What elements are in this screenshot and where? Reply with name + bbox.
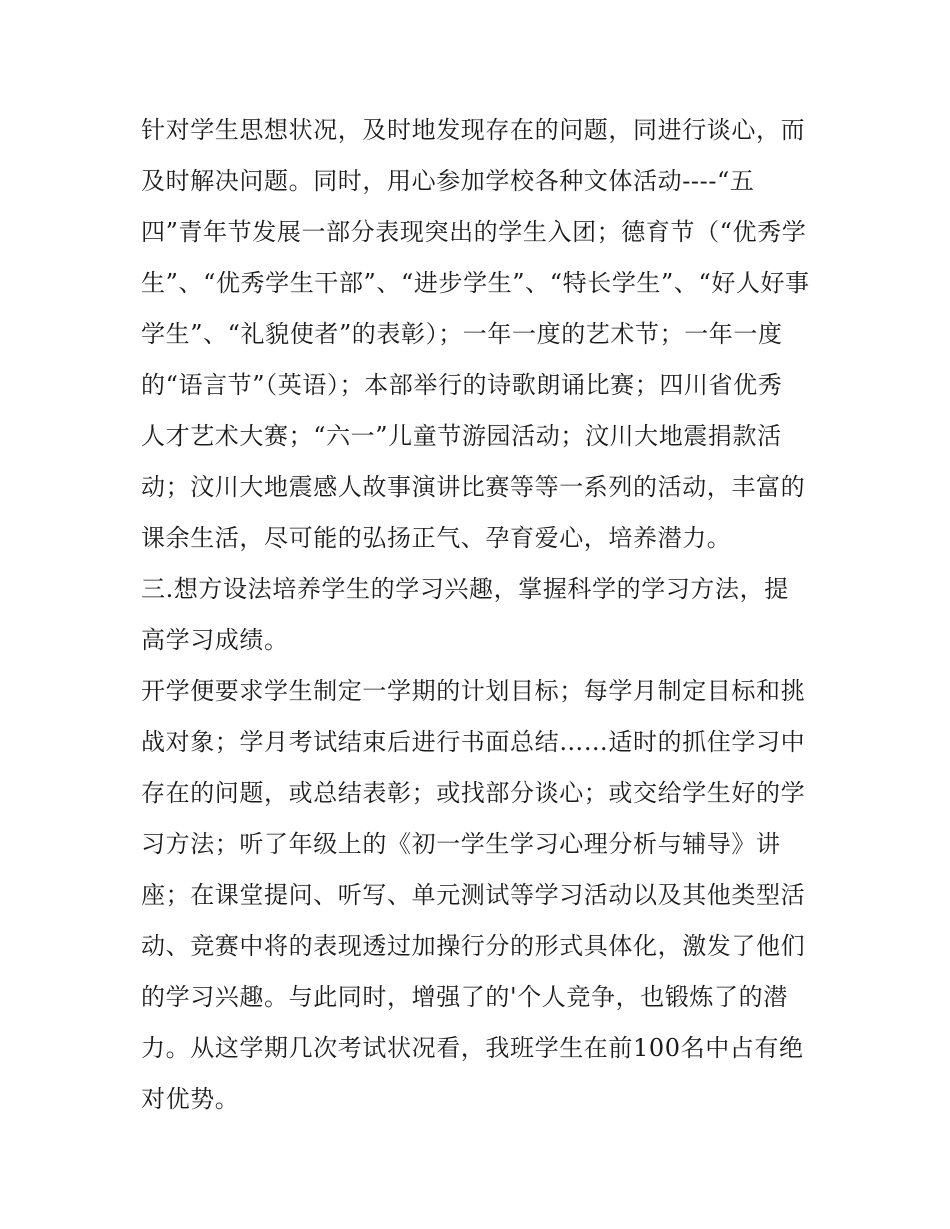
text-line: 的学习兴趣。与此同时，增强了的'个人竞争，也锻炼了的潜 bbox=[141, 983, 788, 1011]
text-line: 对优势。 bbox=[141, 1085, 240, 1113]
text-line: 存在的问题，或总结表彰；或找部分谈心；或交给学生好的学 bbox=[141, 779, 806, 807]
text-line: 四”青年节发展一部分表现突出的学生入团；德育节（“优秀学 bbox=[141, 218, 807, 246]
text-line: 课余生活，尽可能的弘扬正气、孕育爱心，培养潜力。 bbox=[141, 524, 732, 552]
text-line: 生”、“优秀学生干部”、“进步学生”、“特长学生”、“好人好事 bbox=[141, 269, 810, 297]
text-line: 学生”、“礼貌使者”的表彰）；一年一度的艺术节；一年一度 bbox=[141, 320, 783, 348]
text-line: 座；在课堂提问、听写、单元测试等学习活动以及其他类型活 bbox=[141, 881, 806, 909]
text-line: 开学便要求学生制定一学期的计划目标；每学月制定目标和挑 bbox=[141, 677, 806, 705]
text-line: 力。从这学期几次考试状况看，我班学生在前100名中占有绝 bbox=[141, 1034, 804, 1062]
text-line: 动；汶川大地震感人故事演讲比赛等等一系列的活动，丰富的 bbox=[141, 473, 806, 501]
text-line: 的“语言节”（英语）；本部举行的诗歌朗诵比赛；四川省优秀 bbox=[141, 371, 783, 399]
text-line: 习方法；听了年级上的《初一学生学习心理分析与辅导》讲 bbox=[141, 830, 781, 858]
text-line: 针对学生思想状况，及时地发现存在的问题，同进行谈心，而 bbox=[141, 116, 806, 144]
section-heading-line: 三.想方设法培养学生的学习兴趣，掌握科学的学习方法，提 bbox=[141, 575, 789, 603]
text-line: 战对象；学月考试结束后进行书面总结……适时的抓住学习中 bbox=[141, 728, 806, 756]
text-line: 及时解决问题。同时，用心参加学校各种文体活动----“五 bbox=[141, 167, 755, 195]
text-line: 动、竞赛中将的表现透过加操行分的形式具体化，激发了他们 bbox=[141, 932, 806, 960]
text-line: 人才艺术大赛；“六一”儿童节游园活动；汶川大地震捐款活 bbox=[141, 422, 782, 450]
section-heading-line: 高学习成绩。 bbox=[141, 626, 289, 654]
